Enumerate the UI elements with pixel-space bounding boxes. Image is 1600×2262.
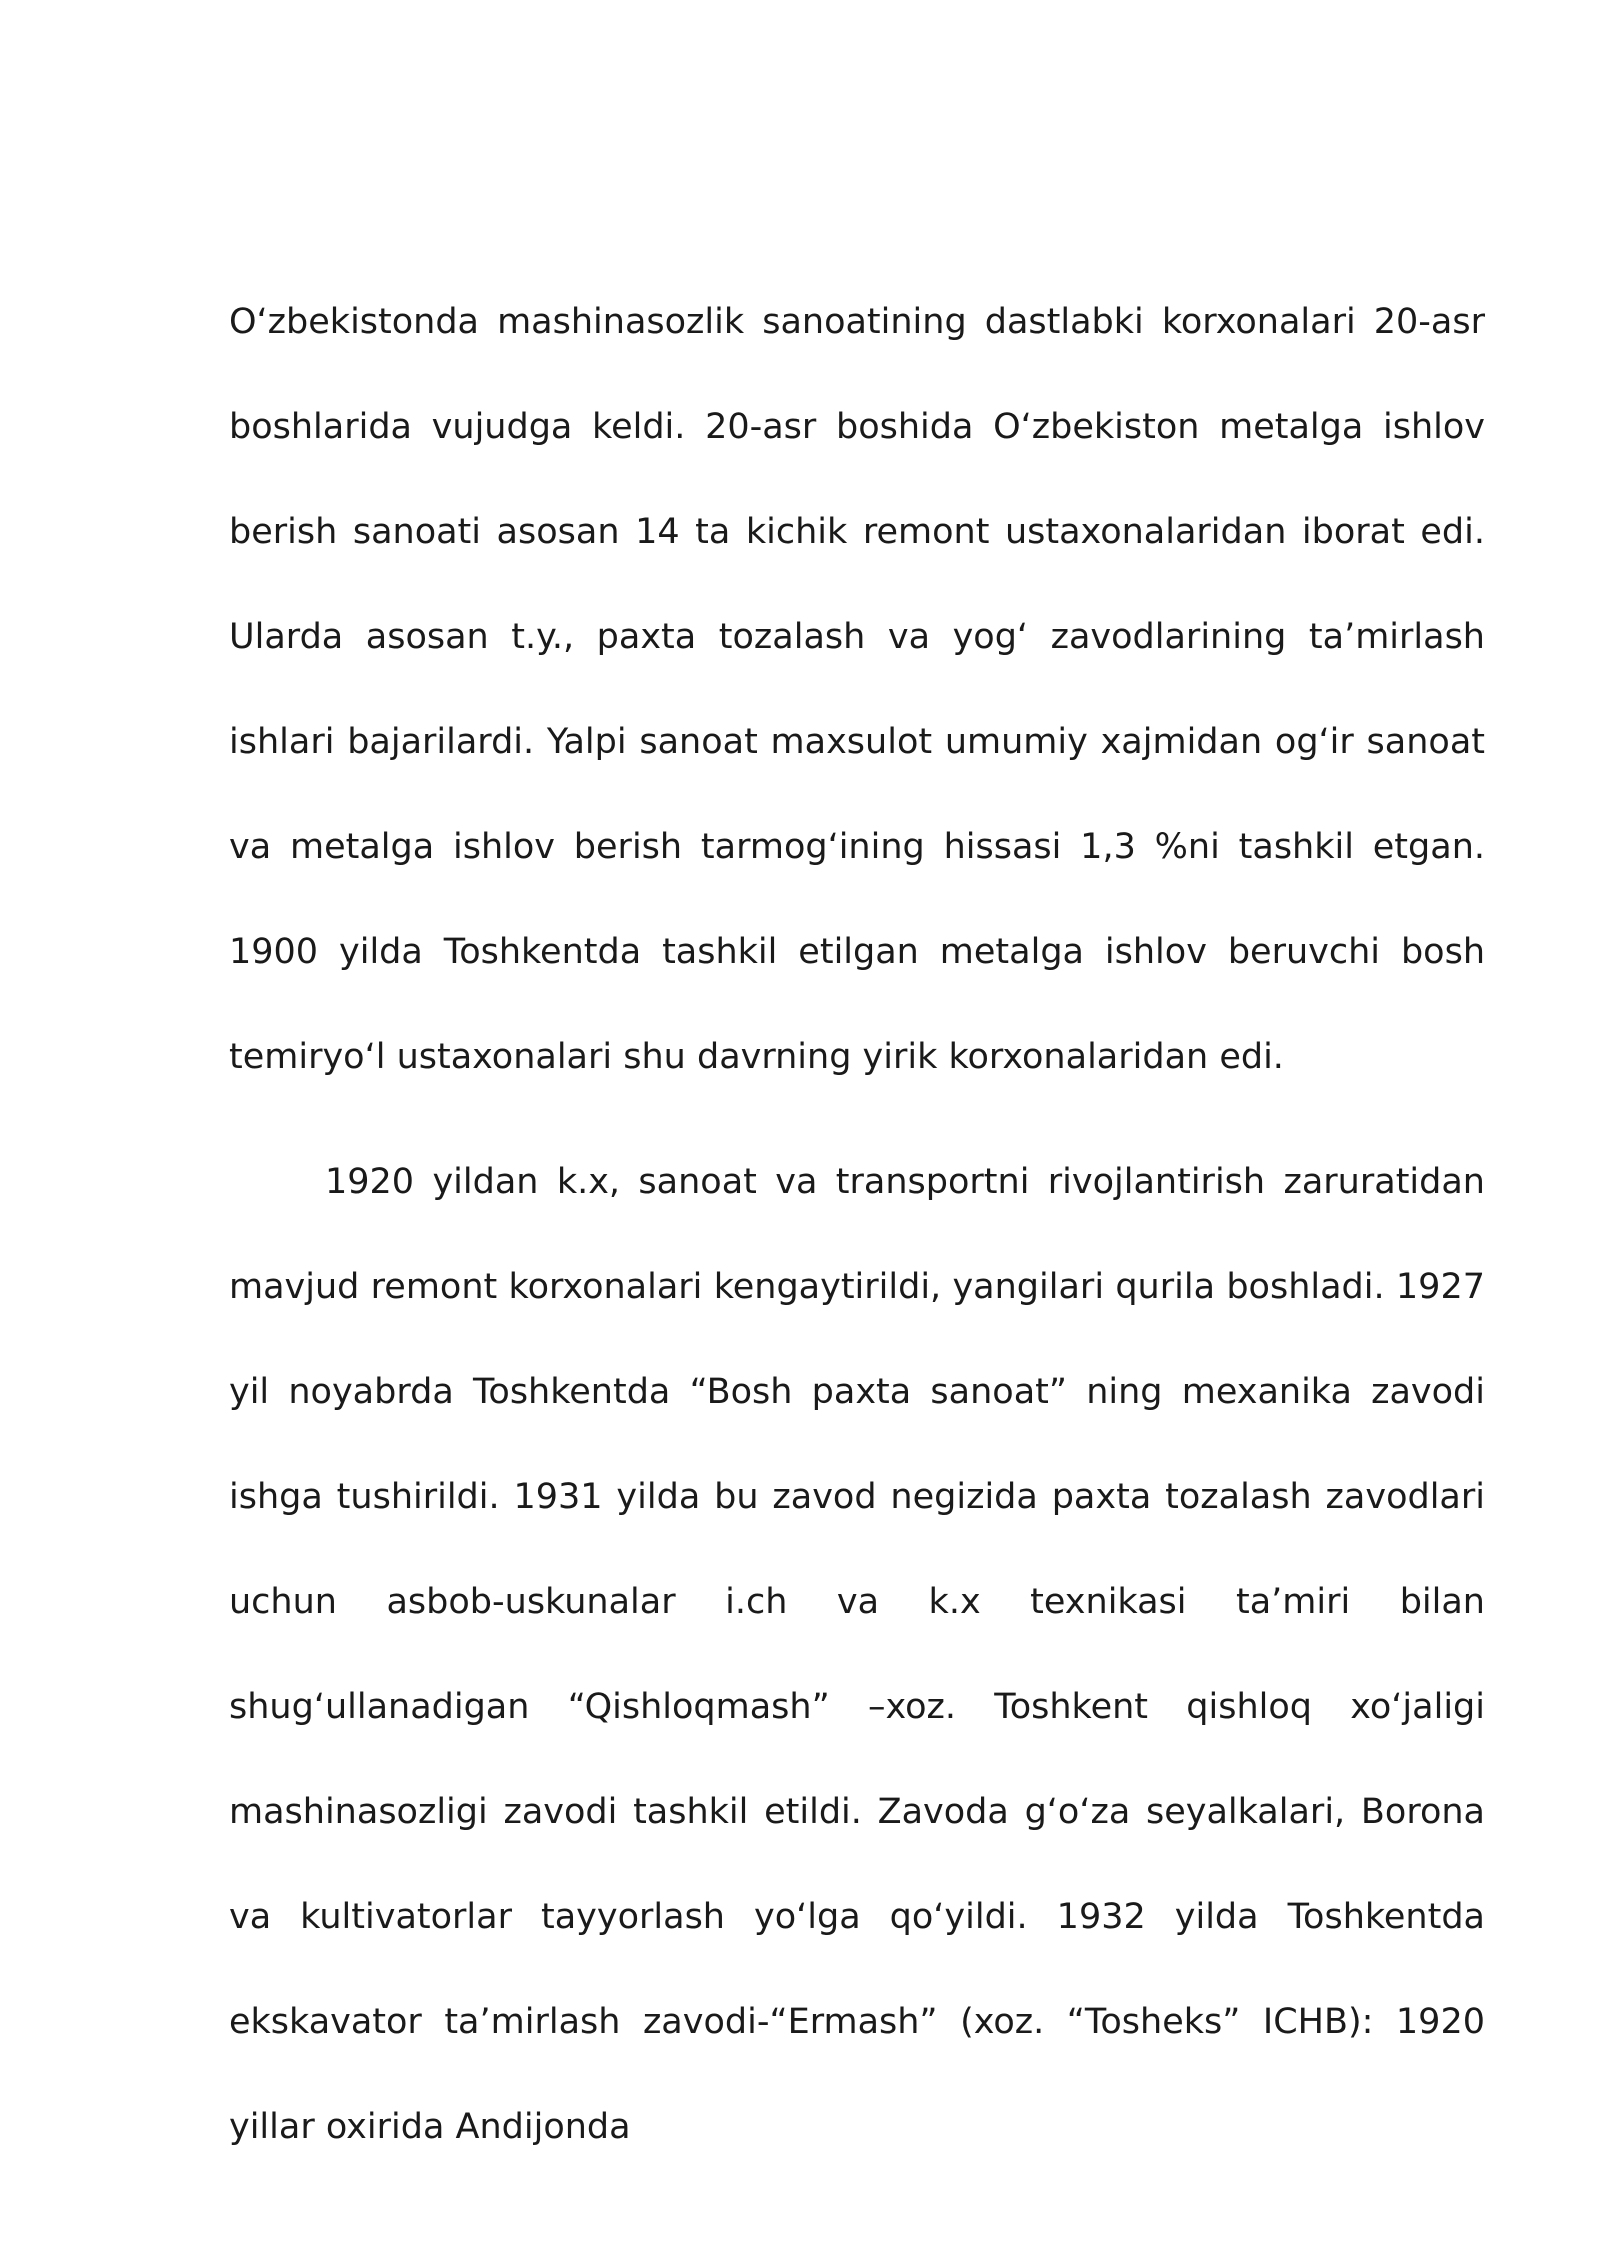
paragraph-2: 1920 yildan k.x, sanoat va transportni rivojlantirish zaruratidan mavjud remont korxonalari kengaytirildi, yangilari qurila boshladi. 1927 yil noyabrda Toshkentda “Bosh paxta sanoat” ning mexanika zavodi ishga tushirildi. 1931 yilda bu zavod negizida paxta tozalash zavodlari uchun asbob-uskunalar i.ch va k.x texnikasi taʼmiri bilan shugʻullanadigan “Qishloqmash” –xoz. Toshkent qishloq xoʻjaligi mashinasozligi zavodi tashkil etildi. Zavoda gʻoʻza seyalkalari, Borona va kultivatorlar tayyorlash yoʻlga qoʻyildi. 1932 yilda Toshkentda ekskavator taʼmirlash zavodi-“Ermash” (xoz. “Tosheks” ICHB): 1920 yillar oxirida Andijonda [229,1162,1485,2147]
document-body [229,270,1485,2180]
paragraph-1: Oʻzbekistonda mashinasozlik sanoatining dastlabki korxonalari 20-asr boshlarida vujudga keldi. 20-asr boshida Oʻzbekiston metalga ishlov berish sanoati asosan 14 ta kichik remont ustaxonalaridan iborat edi. Ularda asosan t.y., paxta tozalash va yogʻ zavodlarining taʼmirlash ishlari bajarilardi. Yalpi sanoat maxsulot umumiy xajmidan ogʻir sanoat va metalga ishlov berish tarmogʻining hissasi 1,3 %ni tashkil etgan. 1900 yilda Toshkentda tashkil etilgan metalga ishlov beruvchi bosh temiryoʻl ustaxonalari shu davrning yirik korxonalaridan edi. [229,302,1485,1077]
